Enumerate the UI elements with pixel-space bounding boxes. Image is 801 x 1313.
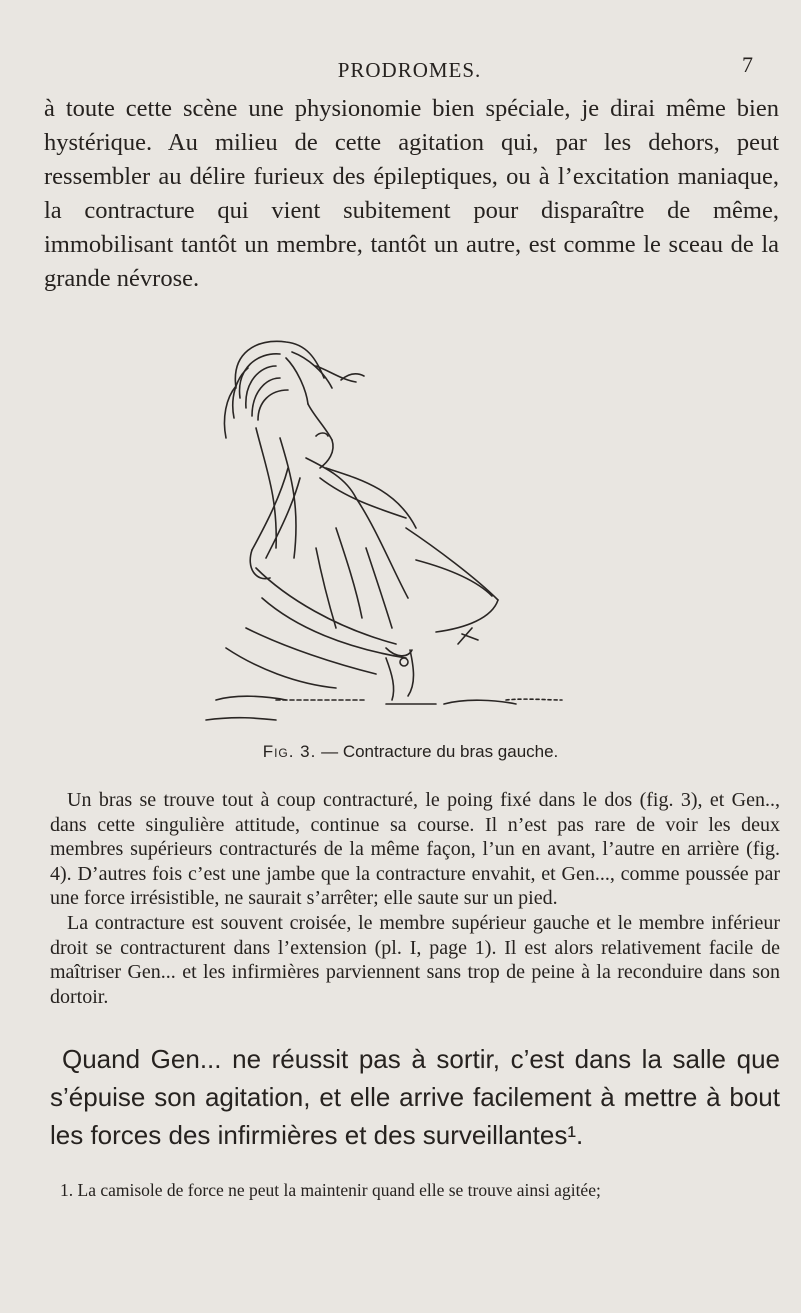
body-paragraphs <box>50 788 780 1009</box>
large-paragraph: Quand Gen... ne réussit pas à sortir, c’est dans la salle que s’épuise son agitation, et elle arrive facilement à mettre à bout les forces des infirmières et des surveillantes¹. <box>50 1044 780 1150</box>
page-number: 7 <box>742 52 753 77</box>
figure-illustration <box>196 328 590 738</box>
figure-caption-text: — Contracture du bras gauche. <box>316 742 559 761</box>
figure-caption <box>0 742 801 762</box>
page-header <box>0 52 801 88</box>
intro-paragraph: à toute cette scène une physionomie bien spéciale, je dirai même bien hystérique. Au milieu de cette agitation qui, par les dehors, peut ressembler au délire furieux des épileptiques, ou à l’excitation maniaque, la contracture qui vient subitement pour disparaître de même, immobilisant tantôt un membre, tantôt un autre, est comme le sceau de la grande névrose. <box>44 95 779 292</box>
figure-label: Fig. 3. <box>262 742 317 761</box>
contracture-drawing <box>196 328 590 738</box>
footnote: 1. La camisole de force ne peut la maintenir quand elle se trouve ainsi agitée; <box>60 1180 601 1200</box>
running-head: PRODROMES. <box>337 58 482 82</box>
intro-paragraph-block <box>44 92 779 296</box>
large-paragraph-block <box>50 1040 780 1154</box>
paragraph-contracture-crossed: La contracture est souvent croisée, le membre supérieur gauche et le membre inférieur droit se contracturent dans l’extension (pl. I, page 1). Il est alors relativement facile de maîtriser Gen... et les infirmières parviennent sans trop de peine à la reconduire dans son dortoir. <box>50 911 780 1008</box>
paragraph-contracture-arm: Un bras se trouve tout à coup contracturé, le poing fixé dans le dos (fig. 3), et Gen.., dans cette singulière attitude, continue sa course. Il n’est pas rare de voir les deux membres supérieurs contracturés de la même façon, l’un en avant, l’autre en arrière (fig. 4). D’autres fois c’est une jambe que la contracture envahit, et Gen..., comme poussée par une force irrésistible, ne saurait s’arrêter; elle saute sur un pied. <box>50 789 780 910</box>
